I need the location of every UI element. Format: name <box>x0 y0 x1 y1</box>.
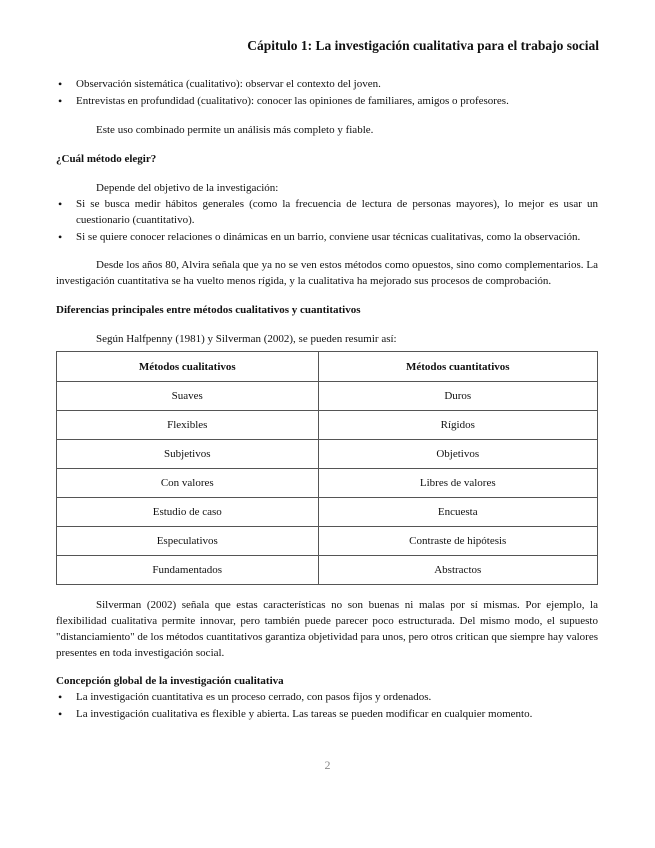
table-cell: Contraste de hipótesis <box>318 527 597 556</box>
table-cell: Suaves <box>57 382 319 411</box>
table-cell: Encuesta <box>318 498 597 527</box>
comparison-table <box>56 351 598 585</box>
table-cell: Fundamentados <box>57 556 319 585</box>
paragraph-alvira: Desde los años 80, Alvira señala que ya no se ven estos métodos como opuestos, sino como complementarios. La investigación cuantitativa se ha vuelto menos rígida, y la cualitativa ha mejorado sus procesos de comprobación. <box>56 259 598 287</box>
bullet-item: • La investigación cualitativa es flexible y abierta. Las tareas se pueden modificar en cualquier momento. <box>56 706 598 722</box>
table-header-row <box>57 352 598 382</box>
table-cell: Flexibles <box>57 411 319 440</box>
table-cell: Abstractos <box>318 556 597 585</box>
table-row <box>57 469 598 498</box>
table-row <box>57 411 598 440</box>
table-header-cell: Métodos cualitativos <box>57 352 319 382</box>
chapter-header: Cápitulo 1: La investigación cualitativa para el trabajo social <box>247 38 599 53</box>
table-cell: Duros <box>318 382 597 411</box>
table-header-cell: Métodos cuantitativos <box>318 352 597 382</box>
bullet-list-concept <box>56 689 598 722</box>
bullet-list-methods <box>56 76 598 109</box>
table-row <box>57 498 598 527</box>
bullet-list-choice <box>56 196 598 245</box>
table-cell: Estudio de caso <box>57 498 319 527</box>
page-content <box>56 76 598 723</box>
paragraph-silverman: Silverman (2002) señala que estas características no son buenas ni malas por sí mismas. Por ejemplo, la flexibilidad cualitativa permite innovar, pero también puede parecer poco estructurada. Del mismo modo, el supuesto "distanciamiento" de los métodos cuantitativos garantiza objetividad para unos, pero otros critican que siempre hay valores presentes en toda investigación social. <box>56 599 598 659</box>
table-cell: Subjetivos <box>57 440 319 469</box>
bullet-item: • Observación sistemática (cualitativo): observar el contexto del joven. <box>56 76 598 92</box>
table-row <box>57 527 598 556</box>
table-cell: Rígidos <box>318 411 597 440</box>
table-row <box>57 440 598 469</box>
table-cell: Libres de valores <box>318 469 597 498</box>
table-row <box>57 556 598 585</box>
page-number: 2 <box>324 758 331 772</box>
table-cell: Especulativos <box>57 527 319 556</box>
table-cell: Objetivos <box>318 440 597 469</box>
bullet-item: • Si se quiere conocer relaciones o dinámicas en un barrio, conviene usar técnicas cualitativas, como la observación. <box>56 229 598 245</box>
paragraph-combined-use: Este uso combinado permite un análisis más completo y fiable. <box>96 124 374 136</box>
section-heading-which-method: ¿Cuál método elegir? <box>56 153 157 165</box>
bullet-item: • Entrevistas en profundidad (cualitativo): conocer las opiniones de familiares, amigos o profesores. <box>56 93 598 109</box>
section-heading-differences: Diferencias principales entre métodos cualitativos y cuantitativos <box>56 304 361 316</box>
table-cell: Con valores <box>57 469 319 498</box>
bullet-item: • La investigación cuantitativa es un proceso cerrado, con pasos fijos y ordenados. <box>56 689 598 705</box>
lead-objective: Depende del objetivo de la investigación: <box>96 182 279 194</box>
table-row <box>57 382 598 411</box>
lead-halfpenny: Según Halfpenny (1981) y Silverman (2002), se pueden resumir así: <box>96 333 397 345</box>
bullet-item: • Si se busca medir hábitos generales (como la frecuencia de lectura de personas mayores), lo mejor es usar un cuestionario (cuantitativo). <box>56 196 598 228</box>
section-heading-concept: Concepción global de la investigación cualitativa <box>56 675 284 687</box>
